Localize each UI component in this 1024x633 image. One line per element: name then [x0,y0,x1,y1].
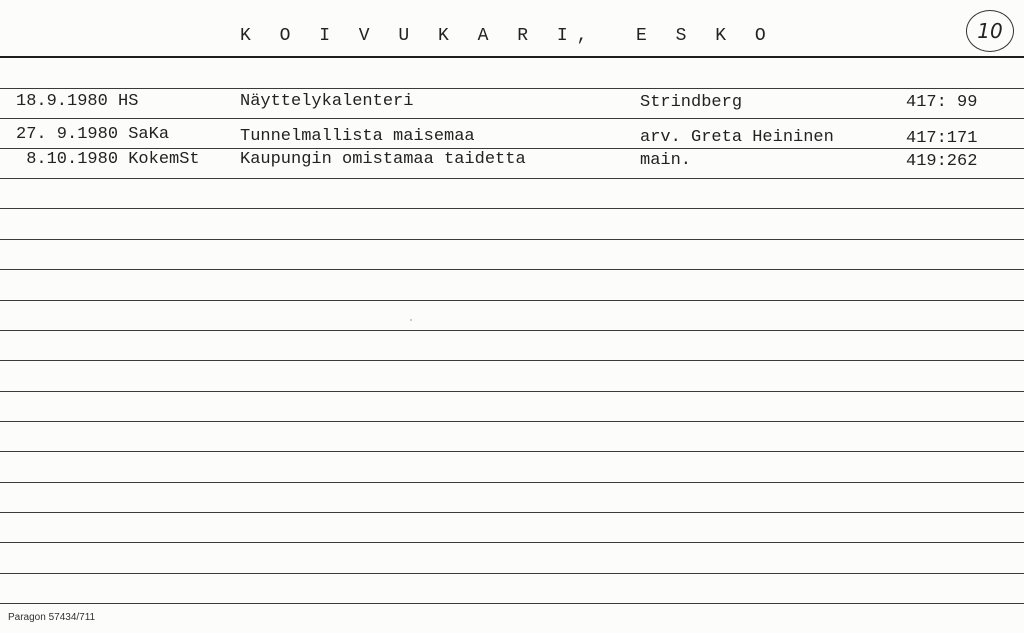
paper-speck [410,319,412,321]
entry-reference: 417:171 [906,129,978,148]
ruled-line [0,421,1024,422]
ruled-line [0,239,1024,240]
ruled-line [0,269,1024,270]
entry-date: 8.10.1980 KokemSt [16,150,200,169]
ruled-line [0,451,1024,452]
entry-title: Näyttelykalenteri [240,92,414,111]
ruled-line [0,391,1024,392]
entry-author: Strindberg [640,93,743,112]
entry-author: arv. Greta Heininen [640,128,834,147]
card-number: 10 [977,19,1003,43]
ruled-line [0,482,1024,483]
ruled-line [0,118,1024,119]
ruled-line [0,512,1024,513]
card-heading: K O I V U K A R I, E S K O [240,26,775,46]
ruled-line [0,573,1024,574]
ruled-line [0,300,1024,301]
ruled-line [0,88,1024,89]
entry-title: Tunnelmallista maisemaa [240,127,475,146]
ruled-line [0,208,1024,209]
entry-author: main. [640,151,692,170]
ruled-line [0,330,1024,331]
entry-date: 27. 9.1980 SaKa [16,125,170,144]
entry-reference: 417: 99 [906,93,978,112]
header-rule [0,56,1024,58]
entry-reference: 419:262 [906,152,978,171]
ruled-line [0,360,1024,361]
printer-mark: Paragon 57434/711 [8,612,96,623]
ruled-line [0,178,1024,179]
ruled-line [0,603,1024,604]
ruled-line [0,542,1024,543]
entry-date: 18.9.1980 HS [16,92,139,111]
card-number-circle [966,10,1014,52]
entry-title: Kaupungin omistamaa taidetta [240,150,526,169]
ruled-line [0,148,1024,149]
